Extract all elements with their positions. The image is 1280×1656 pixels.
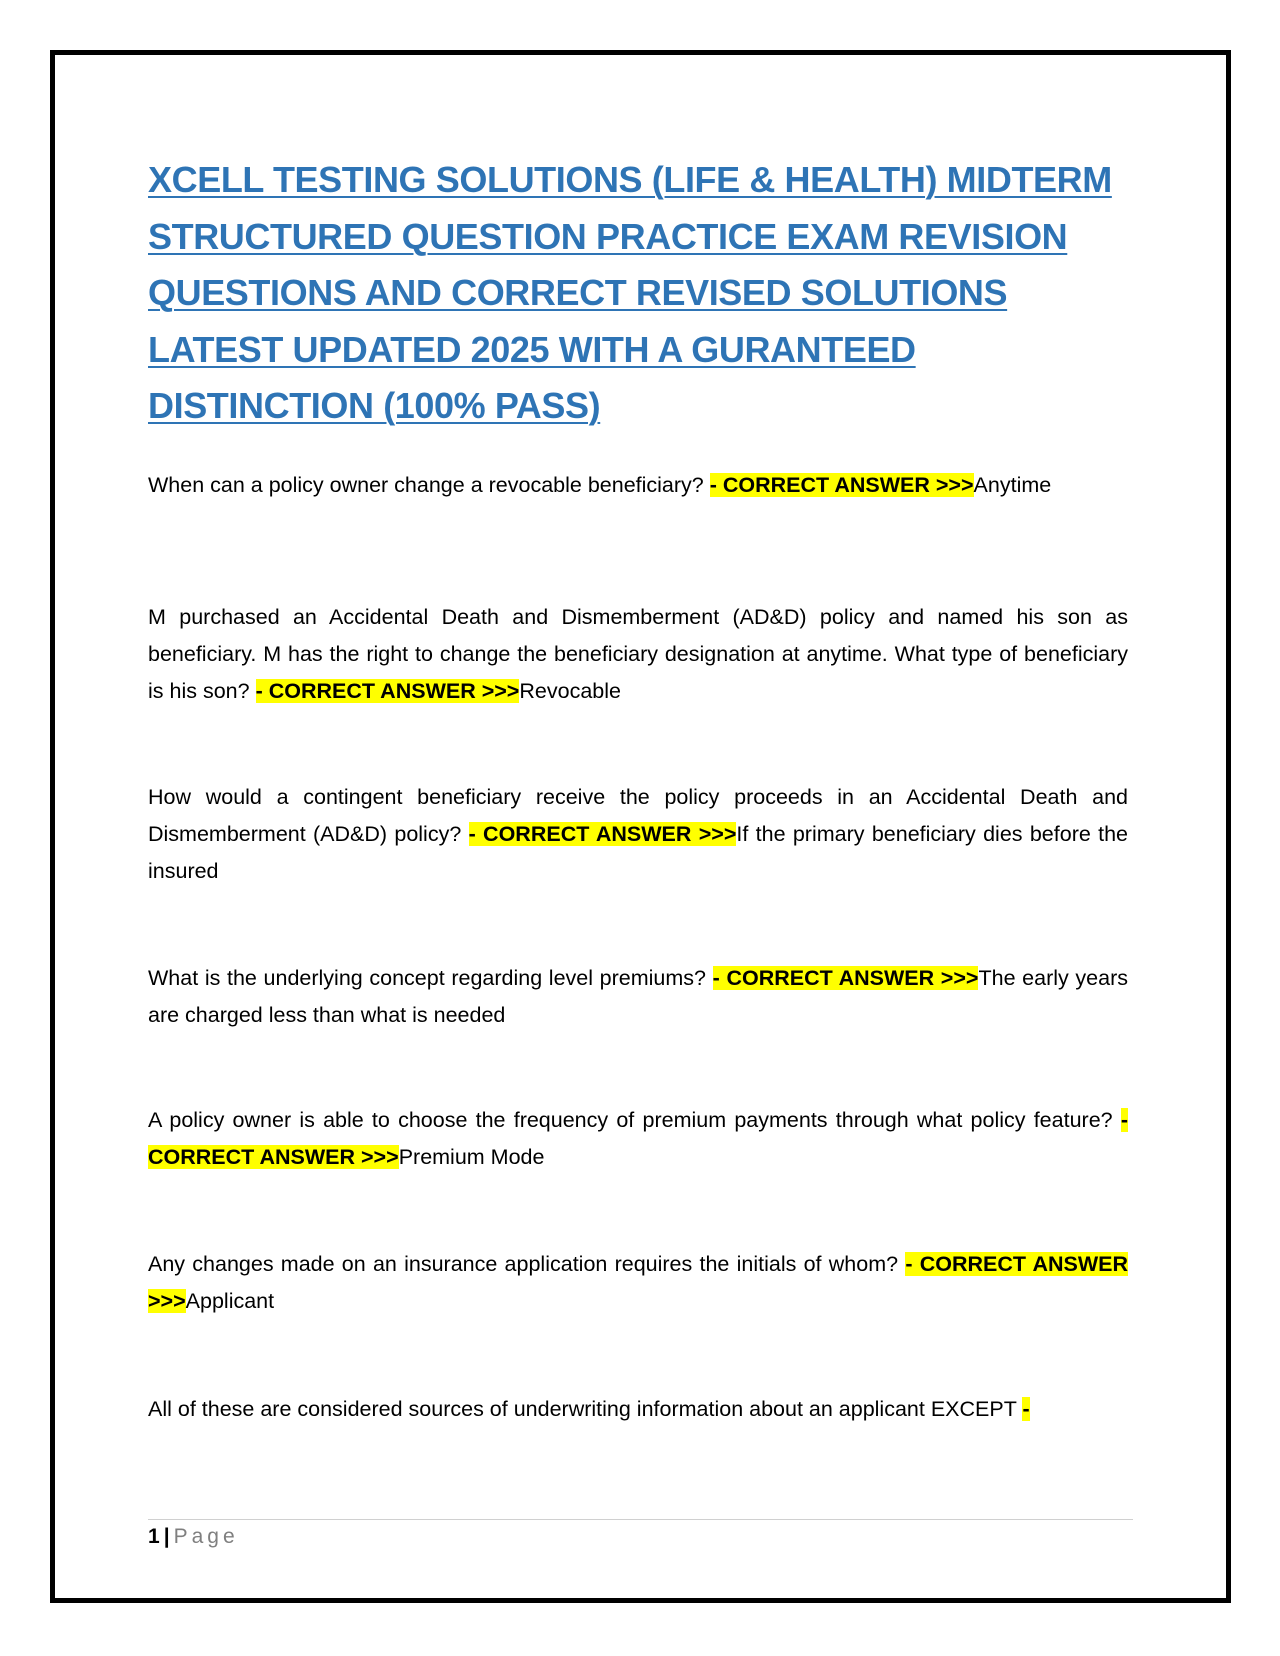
footer-separator: | [163, 1525, 170, 1548]
answer-text: The early years are charged less than what is needed [148, 966, 1128, 1027]
page-number: 1 [148, 1525, 160, 1548]
document-title: XCELL TESTING SOLUTIONS (LIFE & HEALTH) MIDTERM STRUCTURED QUESTION PRACTICE EXAM REVISION QUESTIONS AND CORRECT REVISED SOLUTIONS LATEST UPDATED 2025 WITH A GURANTEED DISTINCTION (100% PASS) [148, 159, 1112, 426]
qa-item-5 [148, 1102, 1128, 1176]
question-text: When can a policy owner change a revocable beneficiary? [148, 473, 710, 497]
question-text: All of these are considered sources of underwriting information about an applicant EXCEPT [148, 1397, 1023, 1421]
correct-answer-marker: - CORRECT ANSWER >>> [709, 473, 974, 497]
qa-item-2 [148, 599, 1128, 710]
correct-answer-marker: - CORRECT ANSWER >>> [468, 822, 737, 846]
qa-item-4 [148, 960, 1128, 1034]
footer-divider [148, 1519, 1133, 1520]
question-text: M purchased an Accidental Death and Dismemberment (AD&D) policy and named his son as beneficiary. M has the right to change the beneficiary designation at anytime. What type of beneficiary is his son? [148, 605, 1128, 703]
question-text: What is the underlying concept regarding level premiums? [148, 966, 713, 990]
question-text: A policy owner is able to choose the frequency of premium payments through what policy feature? [148, 1108, 1121, 1132]
correct-answer-marker: - CORRECT ANSWER >>> [712, 966, 979, 990]
correct-answer-marker: - CORRECT ANSWER >>> [148, 1252, 1128, 1313]
qa-item-1 [148, 467, 1128, 504]
answer-text: Applicant [185, 1289, 275, 1313]
answer-text: Premium Mode [398, 1145, 545, 1169]
correct-answer-marker: - CORRECT ANSWER >>> [148, 1108, 1128, 1169]
page-footer [148, 1522, 239, 1552]
page-label: Page [173, 1525, 239, 1548]
answer-text: Anytime [973, 473, 1052, 497]
answer-text: If the primary beneficiary dies before the insured [148, 822, 1128, 883]
question-text: Any changes made on an insurance application requires the initials of whom? [148, 1252, 906, 1276]
correct-answer-marker: - [1022, 1397, 1030, 1421]
correct-answer-marker: - CORRECT ANSWER >>> [255, 679, 520, 703]
qa-item-3 [148, 779, 1128, 890]
question-text: How would a contingent beneficiary receive the policy proceeds in an Accidental Death and Dismemberment (AD&D) policy? [148, 785, 1128, 846]
qa-item-6 [148, 1246, 1128, 1320]
answer-text: Revocable [519, 679, 621, 703]
qa-item-7 [148, 1391, 1128, 1428]
